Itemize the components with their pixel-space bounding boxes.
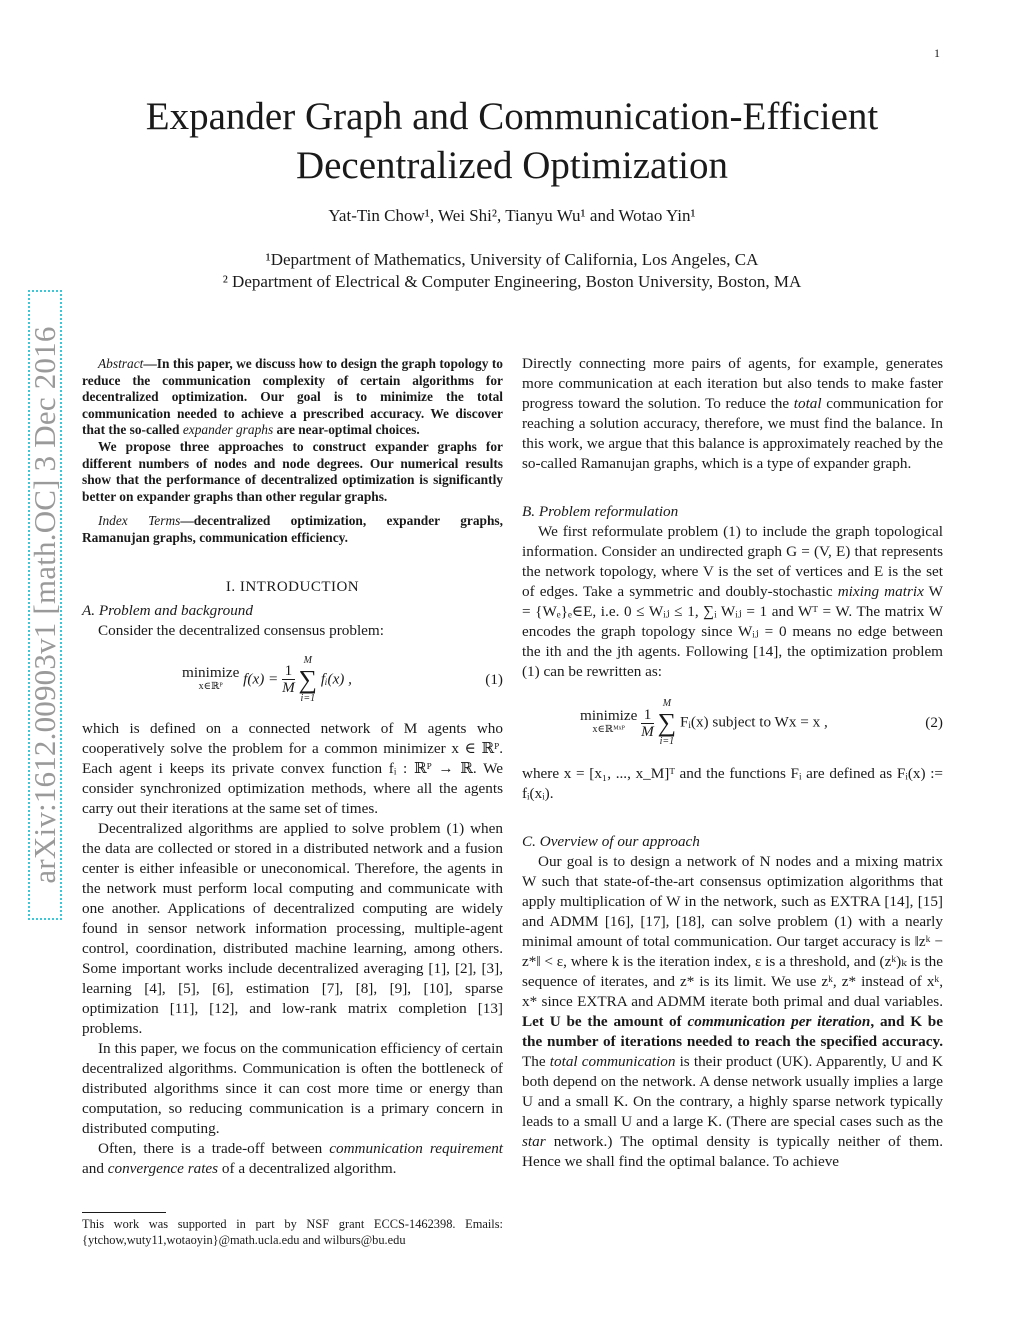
equation-2-number: (2) bbox=[925, 714, 943, 731]
footnote-rule bbox=[82, 1212, 166, 1213]
paragraph-a3: Decentralized algorithms are applied to solve problem (1) when the data are collected or stored in a distributed network and a fusion center is either infeasible or uneconomical. Therefore, the agents in the network must perform local computing and communicate with one another. Applications of decentralized computing are widely found in sensor network information processing, multiple-agent control, coordination, distributed machine learning, among others. Some important works include decentralized averaging [1], [2], [3], learning [4], [5], [6], estimation [7], [8], [9], [10], sparse optimization [11], [12], and low-rank matrix completion [13] problems. bbox=[82, 819, 503, 1037]
left-column bbox=[82, 356, 503, 1179]
section-heading-introduction: I. INTRODUCTION bbox=[225, 578, 360, 595]
subsection-a-heading: A. Problem and background bbox=[82, 601, 253, 619]
abstract-emphasis: expander graphs bbox=[182, 422, 274, 438]
abstract-paragraph-2: We propose three approaches to construct expander graphs for different numbers of nodes and node degrees. Our numerical results show that the performance of decentralized optimization is significantly better on expander graphs than other regular graphs. bbox=[82, 438, 503, 504]
arxiv-identifier-stamp: arXiv:1612.00903v1 [math.OC] 3 Dec 2016 bbox=[28, 290, 62, 920]
subsection-c-heading: C. Overview of our approach bbox=[522, 833, 700, 850]
paragraph-r1: Directly connecting more pairs of agents, for example, generates more communication at each iteration but also tends to make faster progress toward the solution. To reduce the total communication for reaching a solution accuracy, therefore, we must find the balance. In this work, we argue that this balance is approximately reached by the so-called Ramanujan graphs, which is a type of expander graph. bbox=[522, 355, 944, 472]
paragraph-c1: Our goal is to design a network of N nodes and a mixing matrix W such that state-of-the-art consensus optimization algorithms that apply multiplication of W in the network, such as EXTRA [14], [15] and ADMM [16], [17], [18], can solve problem (1) with a nearly minimal amount of total communication. Our target accuracy is ‖zᵏ − z*‖ < ε, where k is the iteration index, ε is a threshold, and (zᵏ)ₖ is the sequence of iterates, and z* is its limit. We use zᵏ, z* instead of xᵏ, x* since EXTRA and ADMM iterate both primal and dual variables. Let U be the amount of communication per iteration, and K be the number of iterations needed to reach the specified accuracy. The total communication is their product (UK). Apparently, U and K both depend on the network. A dense network usually implies a large U and a small K. On the contrary, a highly sparse network typically leads to a small U and a large K. (There are special cases such as the star network.) The optimal density is typically neither of them. Hence we shall find the optimal balance. To achieve bbox=[522, 853, 944, 1170]
index-terms: Index Terms—decentralized optimization, expander graphs, Ramanujan graphs, communication efficiency. bbox=[82, 513, 503, 545]
abstract: Abstract—In this paper, we discuss how to design the graph topology to reduce the communication complexity of certain algorithms for decentralized optimization. Our goal is to minimize the total communication needed to achieve a prescribed accuracy. We discover that the so-called expander graphs are near-optimal choices. bbox=[82, 356, 503, 438]
title-line-1: Expander Graph and Communication-Efficient bbox=[145, 95, 879, 138]
paragraph-a1: Consider the decentralized consensus problem: bbox=[98, 621, 384, 639]
paragraph-b2: where x = [x₁, ..., x_M]ᵀ and the functions Fᵢ are defined as Fᵢ(x) := fᵢ(xᵢ). bbox=[522, 765, 943, 802]
paragraph-a5: Often, there is a trade-off between communication requirement and convergence rates of a decentralized algorithm. bbox=[82, 1139, 504, 1177]
title-line-2: Decentralized Optimization bbox=[295, 144, 729, 187]
affiliation-2: ² Department of Electrical & Computer Engineering, Boston University, Boston, MA bbox=[222, 272, 802, 291]
footnote: This work was supported in part by NSF grant ECCS-1462398. Emails: {ytchow,wuty11,wotaoyin}@math.ucla.edu and wilburs@bu.edu bbox=[82, 1217, 503, 1247]
paper-title bbox=[60, 92, 964, 190]
paragraph-a2: which is defined on a connected network of M agents who cooperatively solve the problem for a common minimizer x ∈ ℝᴾ. Each agent i keeps its private convex function fᵢ : ℝᴾ → ℝ. We consider synchronized optimization methods, where all the agents carry out their iterations at the same set of times. bbox=[82, 719, 503, 817]
affiliation-1: ¹Department of Mathematics, University of California, Los Angeles, CA bbox=[265, 250, 759, 269]
equation-1: minimize x∈ℝᴾ f(x) = $\frac{1}{M}$ M ∑ i=1 fᵢ(x) , (1) bbox=[182, 654, 503, 704]
equation-1-number: (1) bbox=[485, 670, 503, 688]
paragraph-a4: In this paper, we focus on the communication efficiency of certain decentralized algorithms. Communication is often the bottleneck of distributed algorithms since it can cost more time or energy than computation, so reducing communication is a primary concern in distributed computing. bbox=[82, 1039, 503, 1137]
author-list: Yat-Tin Chow¹, Wei Shi², Tianyu Wu¹ and Wotao Yin¹ bbox=[328, 206, 696, 225]
equation-2: minimize x∈ℝᴹˣᴾ $\frac{1}{M}$ M ∑ i=1 Fᵢ(x) subject to Wx = x , (2) bbox=[580, 698, 943, 747]
paragraph-b1: We first reformulate problem (1) to include the graph topological information. Consider an undirected graph G = (V, E) that represents the network topology, where V is the set of vertices and E is the set of edges. Take a symmetric and doubly-stochastic mixing matrix W = {Wₑ}ₑ∈E, i.e. 0 ≤ Wᵢⱼ ≤ 1, ∑ᵢ Wᵢⱼ = 1 and Wᵀ = W. The matrix W encodes the graph topology since Wᵢⱼ = 0 means no edge between the ith and the jth agents. Following [14], the optimization problem (1) can be rewritten as: bbox=[522, 523, 943, 680]
page-number: 1 bbox=[934, 46, 940, 60]
index-terms-label: Index Terms bbox=[98, 513, 181, 529]
abstract-label: Abstract bbox=[98, 356, 144, 371]
subsection-b-heading: B. Problem reformulation bbox=[522, 503, 679, 520]
right-column bbox=[522, 354, 943, 1172]
